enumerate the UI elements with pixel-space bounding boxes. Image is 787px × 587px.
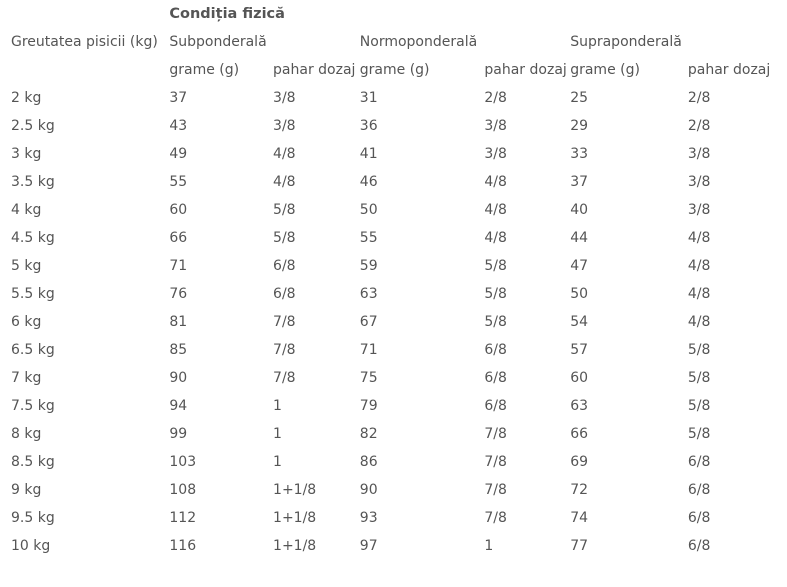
cell-weight: 9 kg [11,482,42,498]
cell-normal-grams: 79 [359,398,378,414]
table-row [0,140,787,168]
cell-over-grams: 37 [570,174,589,190]
empty-cell [688,28,787,56]
cell-normal-cup: 7/8 [484,510,507,526]
cell-under-grams: 112 [169,510,197,526]
cell-normal-cup: 3/8 [484,118,507,134]
cell-over-grams: 47 [570,258,589,274]
header-underweight: Subponderală [169,34,267,50]
cell-under-cup: 3/8 [273,118,296,134]
table-row [0,476,787,504]
cell-under-grams: 103 [169,454,197,470]
cell-normal-cup: 1 [484,538,494,554]
table-row [0,532,787,560]
title-row [0,0,787,28]
cell-normal-cup: 6/8 [484,342,507,358]
cell-over-grams: 72 [570,482,589,498]
table-row [0,420,787,448]
cell-normal-cup: 5/8 [484,314,507,330]
table-row [0,364,787,392]
cell-over-cup: 4/8 [687,286,711,302]
cell-under-grams: 55 [169,174,188,190]
cell-under-grams: 37 [169,90,188,106]
cell-over-cup: 5/8 [687,342,711,358]
cell-over-cup: 3/8 [687,202,711,218]
cell-normal-grams: 59 [359,258,378,274]
cell-over-cup: 4/8 [687,258,711,274]
cell-normal-grams: 41 [359,146,378,162]
cell-normal-grams: 97 [359,538,378,554]
cell-over-cup: 6/8 [687,510,711,526]
cell-normal-grams: 31 [359,90,378,106]
cell-under-grams: 85 [169,342,188,358]
cell-under-cup: 1 [273,426,282,442]
header-cup: pahar dozaj [273,62,356,78]
unit-header-row [0,56,787,84]
cell-weight: 9.5 kg [11,510,55,526]
table-row [0,308,787,336]
cell-under-grams: 108 [169,482,197,498]
table-row [0,252,787,280]
cell-normal-cup: 4/8 [484,202,507,218]
cell-under-cup: 6/8 [273,258,296,274]
cell-weight: 5 kg [11,258,42,274]
empty-cell [0,0,169,28]
table-row [0,196,787,224]
cell-over-cup: 4/8 [687,230,711,246]
cell-over-grams: 25 [570,90,589,106]
cell-under-cup: 7/8 [273,370,296,386]
empty-cell [688,0,787,28]
cell-normal-cup: 5/8 [484,286,507,302]
cell-under-cup: 5/8 [273,202,296,218]
cell-over-cup: 2/8 [687,90,711,106]
cell-normal-grams: 71 [359,342,378,358]
cell-over-grams: 40 [570,202,589,218]
cell-under-cup: 4/8 [273,146,296,162]
empty-cell [484,28,570,56]
table-row [0,112,787,140]
empty-cell [484,0,570,28]
cell-over-cup: 4/8 [687,314,711,330]
cell-under-cup: 7/8 [273,314,296,330]
cell-under-grams: 66 [169,230,188,246]
cell-weight: 8.5 kg [11,454,55,470]
cell-normal-grams: 93 [359,510,378,526]
cell-under-grams: 99 [169,426,188,442]
cell-over-grams: 63 [570,398,589,414]
cell-over-grams: 69 [570,454,589,470]
table-row [0,504,787,532]
cell-normal-grams: 67 [359,314,378,330]
cell-over-cup: 5/8 [687,370,711,386]
cell-normal-cup: 6/8 [484,398,507,414]
cell-normal-grams: 50 [359,202,378,218]
cell-weight: 4.5 kg [11,230,55,246]
cell-weight: 7 kg [11,370,42,386]
cell-weight: 7.5 kg [11,398,55,414]
cell-over-grams: 29 [570,118,589,134]
cell-under-cup: 1+1/8 [273,538,317,554]
cell-over-cup: 3/8 [687,146,711,162]
cell-under-cup: 1+1/8 [273,482,317,498]
cell-normal-grams: 46 [359,174,378,190]
cell-over-grams: 60 [570,370,589,386]
cell-weight: 3 kg [11,146,42,162]
cell-normal-grams: 86 [359,454,378,470]
cell-over-grams: 54 [570,314,589,330]
cell-normal-cup: 6/8 [484,370,507,386]
cell-normal-grams: 75 [359,370,378,386]
cell-under-cup: 1+1/8 [273,510,317,526]
cell-under-grams: 43 [169,118,188,134]
cell-over-grams: 74 [570,510,589,526]
cell-under-cup: 3/8 [273,90,296,106]
cell-normal-cup: 3/8 [484,146,507,162]
cell-weight: 3.5 kg [11,174,55,190]
cell-under-grams: 76 [169,286,188,302]
cell-under-grams: 60 [169,202,188,218]
cell-over-cup: 2/8 [687,118,711,134]
table-row [0,448,787,476]
cell-over-grams: 50 [570,286,589,302]
table-row [0,336,787,364]
cell-weight: 5.5 kg [11,286,55,302]
cell-normal-grams: 36 [359,118,378,134]
cell-weight: 8 kg [11,426,42,442]
cell-weight: 10 kg [11,538,51,554]
header-grams: grame (g) [169,62,240,78]
cell-normal-cup: 4/8 [484,230,507,246]
cell-normal-cup: 5/8 [484,258,507,274]
cell-under-grams: 90 [169,370,188,386]
cell-under-cup: 4/8 [273,174,296,190]
header-normal-weight: Normoponderală [359,34,478,50]
cell-over-grams: 66 [570,426,589,442]
cell-over-cup: 6/8 [687,538,711,554]
cell-weight: 6.5 kg [11,342,55,358]
header-grams: grame (g) [359,62,430,78]
cell-over-cup: 3/8 [687,174,711,190]
empty-cell [0,56,169,84]
cell-over-cup: 6/8 [687,454,711,470]
header-overweight: Supraponderală [570,34,682,50]
cell-under-grams: 94 [169,398,188,414]
cell-normal-grams: 55 [359,230,378,246]
table-row [0,280,787,308]
cell-under-cup: 1 [273,398,282,414]
cell-normal-cup: 2/8 [484,90,507,106]
cell-under-cup: 1 [273,454,282,470]
cell-over-grams: 44 [570,230,589,246]
cell-over-cup: 5/8 [687,426,711,442]
cell-under-grams: 116 [169,538,197,554]
cell-weight: 4 kg [11,202,42,218]
cell-over-grams: 77 [570,538,589,554]
cell-over-cup: 6/8 [687,482,711,498]
empty-cell [273,28,360,56]
cell-normal-grams: 90 [359,482,378,498]
cell-weight: 2 kg [11,90,42,106]
cell-under-cup: 7/8 [273,342,296,358]
cell-under-cup: 6/8 [273,286,296,302]
cell-over-grams: 57 [570,342,589,358]
header-grams: grame (g) [570,62,640,78]
cell-normal-grams: 63 [359,286,378,302]
cell-under-grams: 71 [169,258,188,274]
table-title: Condiția fizică [169,6,285,22]
cell-over-cup: 5/8 [687,398,711,414]
table-row [0,168,787,196]
cell-under-grams: 49 [169,146,188,162]
cell-under-grams: 81 [169,314,188,330]
cell-normal-cup: 7/8 [484,426,507,442]
cell-normal-cup: 4/8 [484,174,507,190]
header-cup: pahar dozaj [484,62,567,78]
cell-weight: 2.5 kg [11,118,55,134]
cell-weight: 6 kg [11,314,42,330]
cell-normal-grams: 82 [359,426,378,442]
table-row [0,392,787,420]
cell-normal-cup: 7/8 [484,482,507,498]
header-cup: pahar dozaj [687,62,771,78]
cell-normal-cup: 7/8 [484,454,507,470]
cell-under-cup: 5/8 [273,230,296,246]
cell-over-grams: 33 [570,146,589,162]
empty-cell [570,0,688,28]
table-row [0,84,787,112]
category-header-row [0,28,787,56]
header-weight: Greutatea pisicii (kg) [11,34,158,50]
table-row [0,224,787,252]
